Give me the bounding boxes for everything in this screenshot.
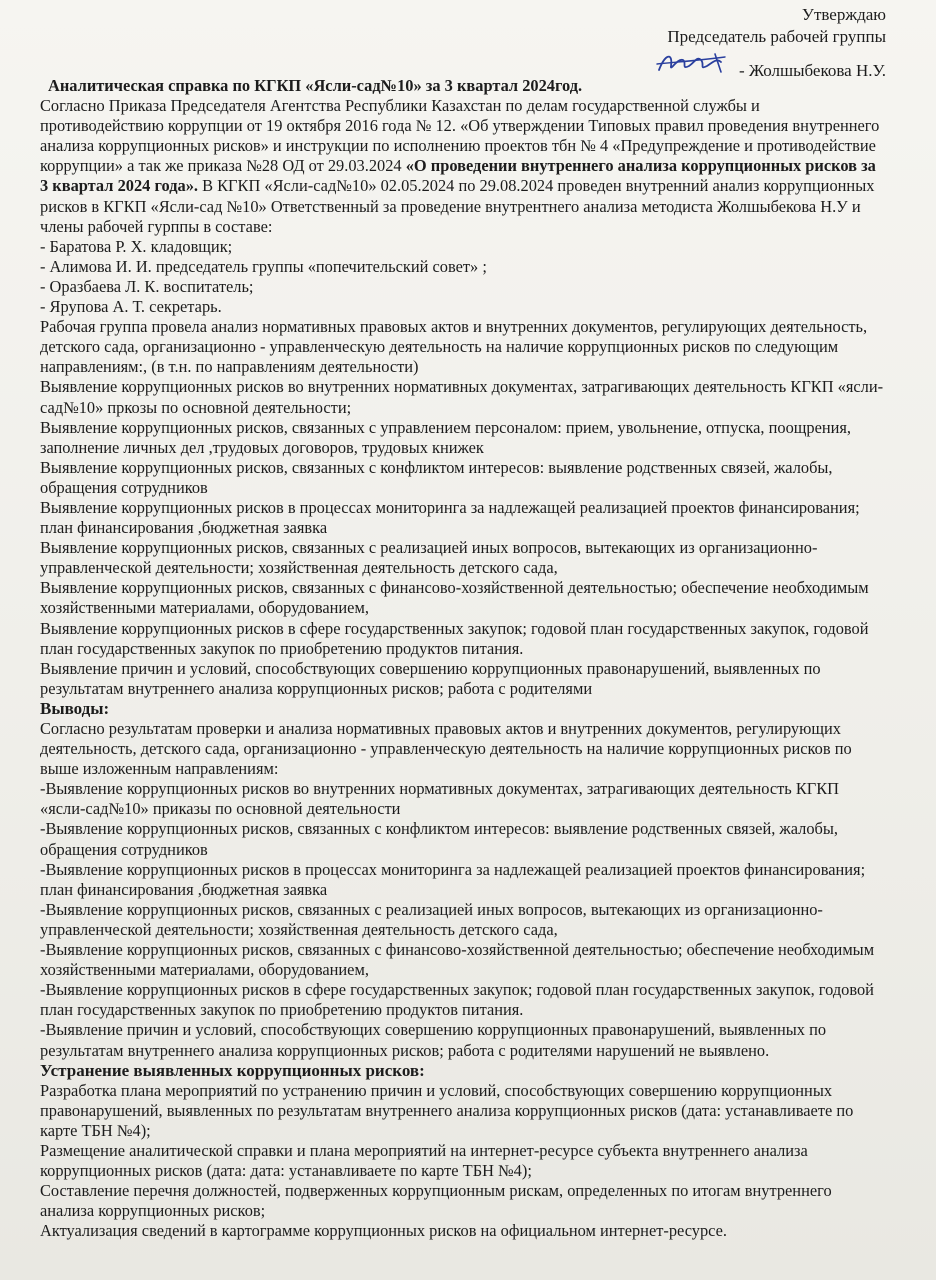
order-title: «О проведении внутреннего анализа коррупционных рисков за 3 квартал 2024 года».	[40, 156, 876, 196]
direction-item: Выявление коррупционных рисков во внутренних нормативных документах, затрагивающих деятельность КГКП «ясли-сад№10» пркозы по основной деятельности;	[40, 377, 884, 417]
conclusion-item: -Выявление коррупционных рисков, связанных с конфликтом интересов: выявление родственных связей, жалобы, обращения сотрудников	[40, 819, 838, 859]
approval-label: Утверждаю	[801, 5, 886, 24]
elimination-item: Актуализация сведений в картограмме коррупционных рисков на официальном интернет-ресурсе.	[40, 1221, 728, 1241]
member-item: - Баратова Р. Х. кладовщик;	[40, 236, 233, 256]
elimination-item: Составление перечня должностей, подверженных коррупционным рискам, определенных по итогам внутреннего анализа коррупционных рисков;	[40, 1181, 832, 1221]
handwritten-signature-icon	[655, 48, 735, 76]
elimination-heading: Устранение выявленных коррупционных рисков:	[40, 1060, 425, 1080]
intro-paragraph	[40, 96, 885, 237]
conclusion-item: -Выявление коррупционных рисков в сфере государственных закупок; годовой план государственных закупок, годовой план государственных закупок по приобретению продуктов питания.	[40, 980, 874, 1020]
conclusion-item: -Выявление коррупционных рисков в процессах мониторинга за надлежащей реализацией проектов финансирования; план финансирования ,бюджетная заявка	[40, 859, 866, 899]
elimination-item: Разработка плана мероприятий по устранению причин и условий, способствующих совершению коррупционных правонарушений, выявленных по результатам внутреннего анализа коррупционных рисков (дата: устанавливаете по карте ТБН №4);	[40, 1080, 854, 1140]
document-body	[40, 76, 885, 1241]
member-item: - Ярупова А. Т. секретарь.	[40, 297, 222, 317]
direction-item: Выявление причин и условий, способствующих совершению коррупционных правонарушений, выявленных по результатам внутреннего анализа коррупционных рисков; работа с родителями	[40, 658, 821, 698]
conclusion-item: -Выявление коррупционных рисков во внутренних нормативных документах, затрагивающих деятельность КГКП «ясли-сад№10» приказы по основной деятельности	[40, 779, 840, 819]
direction-item: Выявление коррупционных рисков в сфере государственных закупок; годовой план государственных закупок, годовой план государственных закупок по приобретению продуктов питания.	[40, 618, 869, 658]
conclusion-item: -Выявление коррупционных рисков, связанных с финансово-хозяйственной деятельностью; обеспечение необходимым хозяйственными материалами, оборудованием,	[40, 940, 875, 980]
member-item: - Алимова И. И. председатель группы «попечительский совет» ;	[40, 256, 487, 276]
conclusions-heading: Выводы:	[40, 698, 110, 718]
direction-item: Выявление коррупционных рисков, связанных с конфликтом интересов: выявление родственных связей, жалобы, обращения сотрудников	[40, 457, 833, 497]
workgroup-paragraph: Рабочая группа провела анализ нормативных правовых актов и внутренних документов, регулирующих деятельность, детского сада, организационно - управленческую деятельность на наличие коррупционных рисков по следующим направлениям:, (в т.н. по направлениям деятельности)	[40, 317, 868, 377]
approval-block	[655, 4, 886, 82]
direction-item: Выявление коррупционных рисков в процессах мониторинга за надлежащей реализацией проектов финансирования; план финансирования ,бюджетная заявка	[40, 497, 860, 538]
conclusion-item: -Выявление причин и условий, способствующих совершению коррупционных правонарушений, выявленных по результатам внутреннего анализа коррупционных рисков; работа с родителями нарушений не выявлено.	[40, 1020, 827, 1060]
direction-item: Выявление коррупционных рисков, связанных с управлением персоналом: прием, увольнение, отпуска, поощрения, заполнение личных дел ,трудовых договоров, трудовых книжек	[40, 417, 852, 457]
member-item: - Оразбаева Л. К. воспитатель;	[40, 276, 254, 296]
direction-item: Выявление коррупционных рисков, связанных с реализацией иных вопросов, вытекающих из организационно-управленческой деятельности; хозяйственная деятельность детского сада,	[40, 538, 818, 578]
conclusions-intro: Согласно результатам проверки и анализа нормативных правовых актов и внутренних документов, регулирующих деятельность, детского сада, организационно - управленческую деятельность на наличие коррупционных рисков по выше изложенным направлениям:	[40, 719, 852, 779]
elimination-item: Размещение аналитической справки и плана мероприятий на интернет-ресурсе субъекта внутреннего анализа коррупционных рисков (дата: дата: устанавливаете по карте ТБН №4);	[40, 1140, 808, 1181]
approver-name: - Жолшыбекова Н.У.	[738, 61, 886, 80]
document-title: Аналитическая справка по КГКП «Ясли-сад№10» за 3 квартал 2024год.	[48, 76, 583, 95]
intro-text-1: Согласно Приказа Председателя Агентства Республики Казахстан по делам государственной службы и противодействию коррупции от 19 октября 2016 года № 12. «Об утверждении Типовых правил проведения внутреннего анализа коррупционных рисков» и инструкции по исполнению проектов тбн № 4 «Предупреждение и противодействие коррупции» а так же приказа №28 ОД от 29.03.2024	[40, 96, 880, 176]
direction-item: Выявление коррупционных рисков, связанных с финансово-хозяйственной деятельностью; обеспечение необходимым хозяйственными материалами, оборудованием,	[40, 578, 869, 618]
conclusion-item: -Выявление коррупционных рисков, связанных с реализацией иных вопросов, вытекающих из организационно-управленческой деятельности; хозяйственная деятельность детского сада,	[40, 899, 823, 939]
approver-position: Председатель рабочей группы	[667, 27, 886, 46]
intro-text-2: В КГКП «Ясли-сад№10» 02.05.2024 по 29.08.2024 проведен внутренний анализ коррупционных рисков в КГКП «Ясли-сад №10» Ответственный за проведение внутрентнего анализа методиста Жолшыбекова Н.У и члены рабочей гурппы в составе:	[40, 176, 875, 236]
